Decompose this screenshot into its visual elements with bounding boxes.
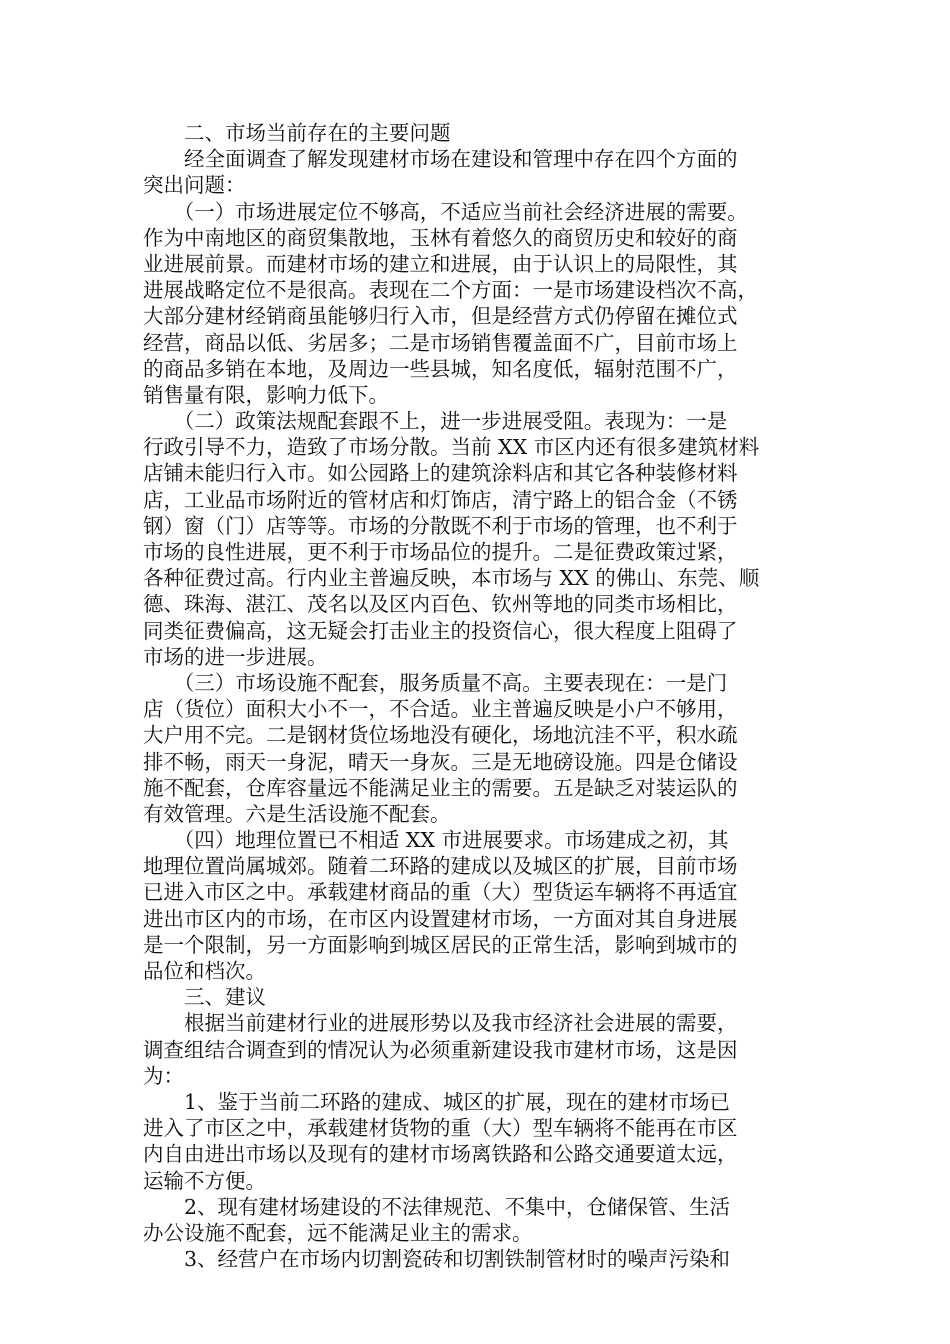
paragraph-line: 同类征费偏高，这无疑会打击业主的投资信心，很大程度上阻碍了 (143, 618, 738, 643)
paragraph-line: 作为中南地区的商贸集散地，玉林有着悠久的商贸历史和较好的商 (143, 225, 738, 250)
paragraph-line: （四）地理位置已不相适 XX 市进展要求。市场建成之初，其 (143, 828, 729, 853)
paragraph-line: 销售量有限，影响力低下。 (143, 382, 389, 407)
paragraph-line: 品位和档次。 (143, 959, 266, 983)
paragraph-line: 2、现有建材场建设的不法律规范、不集中，仓储保管、生活 (143, 1194, 731, 1219)
paragraph-line: 进入了市区之中，承载建材货物的重（大）型车辆将不能再在市区 (143, 1116, 738, 1141)
paragraph-line: 经全面调查了解发现建材市场在建设和管理中存在四个方面的 (143, 147, 738, 172)
paragraph-line: 店，工业品市场附近的管材店和灯饰店，清宁路上的铝合金（不锈 (143, 487, 738, 512)
paragraph-line: 店铺未能归行入市。如公园路上的建筑涂料店和其它各种装修材料 (143, 461, 738, 486)
paragraph-line: 的商品多销在本地，及周边一些县城，知名度低，辐射范围不广， (143, 356, 738, 381)
paragraph-line: 调查组结合调查到的情况认为必须重新建设我市建材市场，这是因 (143, 1037, 738, 1062)
paragraph-line: 排不畅，雨天一身泥，晴天一身灰。三是无地磅设施。四是仓储设 (143, 749, 738, 774)
paragraph-line: 大户用不完。二是钢材货位场地没有硬化，场地沆洼不平，积水疏 (143, 723, 738, 748)
paragraph-line: （二）政策法规配套跟不上，进一步进展受阻。表现为：一是 (143, 409, 728, 434)
paragraph-line: 经营，商品以低、劣居多；二是市场销售覆盖面不广，目前市场上 (143, 330, 738, 355)
paragraph-line: 市场的良性进展，更不利于市场品位的提升。二是征费政策过紧， (143, 540, 738, 564)
paragraph-line: （三）市场设施不配套，服务质量不高。主要表现在：一是门 (143, 670, 728, 695)
paragraph-line: 根据当前建材行业的进展形势以及我市经济社会进展的需要， (143, 1011, 738, 1036)
paragraph-line: 进展战略定位不是很高。表现在二个方面：一是市场建设档次不高， (143, 278, 758, 303)
paragraph-line: 各种征费过高。行内业主普遍反映，本市场与 XX 的佛山、东莞、顺 (143, 566, 760, 591)
paragraph-line: 市场的进一步进展。 (143, 644, 328, 669)
paragraph-line: 已进入市区之中。承载建材商品的重（大）型货运车辆将不再适宜 (143, 880, 738, 905)
section-heading-suggestions: 三、建议 (143, 985, 266, 1010)
paragraph-line: 为： (143, 1063, 184, 1088)
paragraph-line: （一）市场进展定位不够高，不适应当前社会经济进展的需要。 (143, 199, 748, 224)
paragraph-line: 是一个限制，另一方面影响到城区居民的正常生活，影响到城市的 (143, 932, 738, 957)
paragraph-line: 施不配套，仓库容量远不能满足业主的需要。五是缺乏对装运队的 (143, 775, 738, 800)
paragraph-line: 3、经营户在市场内切割瓷砖和切割铁制管材时的噪声污染和 (143, 1247, 731, 1272)
paragraph-line: 有效管理。六是生活设施不配套。 (143, 801, 451, 826)
paragraph-line: 店（货位）面积大小不一，不合适。业主普遍反映是小户不够用， (143, 697, 738, 722)
paragraph-line: 钢）窗（门）店等等。市场的分散既不利于市场的管理，也不利于 (143, 513, 738, 538)
paragraph-line: 德、珠海、湛江、茂名以及区内百色、钦州等地的同类市场相比， (143, 592, 738, 617)
paragraph-line: 进出市区内的市场，在市区内设置建材市场，一方面对其自身进展 (143, 906, 738, 931)
paragraph-line: 突出问题： (143, 173, 246, 198)
section-heading-problems: 二、市场当前存在的主要问题 (143, 121, 451, 145)
document-page (143, 120, 811, 1272)
paragraph-line: 大部分建材经销商虽能够归行入市，但是经营方式仍停留在摊位式 (143, 304, 738, 329)
paragraph-line: 办公设施不配套，远不能满足业主的需求。 (143, 1220, 533, 1245)
paragraph-line: 内自由进出市场以及现有的建材市场离铁路和公路交通要道太远， (143, 1142, 738, 1167)
paragraph-line: 业进展前景。而建材市场的建立和进展，由于认识上的局限性，其 (143, 251, 738, 276)
paragraph-line: 1、鉴于当前二环路的建成、城区的扩展，现在的建材市场已 (143, 1089, 731, 1114)
paragraph-line: 行政引导不力，造致了市场分散。当前 XX 市区内还有很多建筑材料 (143, 435, 760, 460)
paragraph-line: 运输不方便。 (143, 1168, 266, 1193)
paragraph-line: 地理位置尚属城郊。随着二环路的建成以及城区的扩展，目前市场 (143, 854, 738, 879)
